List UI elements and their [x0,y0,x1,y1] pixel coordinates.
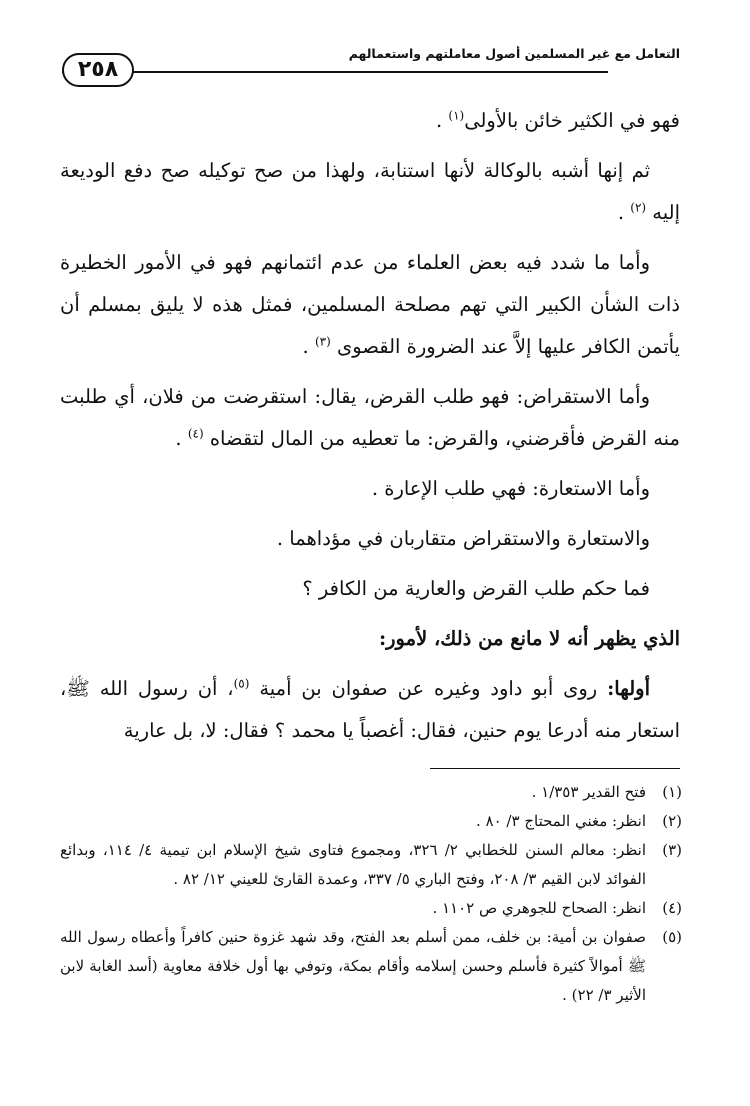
paragraph-end: . [435,109,443,132]
footnotes [60,778,682,1010]
paragraph: وأما الاستعارة: فهي طلب الإعارة . [371,477,650,500]
paragraph [60,150,680,234]
footnote-text: انظر: الصحاح للجوهري ص ١١٠٢ . [432,899,646,917]
footnote-number: (٢) [662,812,682,830]
footnote-ref[interactable]: (٥) [233,676,250,691]
header-title: التعامل مع غير المسلمين أصول معاملتهم واستعمالهم [348,46,680,61]
footnote-item [60,778,682,807]
paragraph-text: روى أبو داود وغيره عن صفوان بن أمية [259,677,598,700]
footnote-number: (٤) [662,899,682,917]
page-number: ٢٥٨ [62,53,134,87]
paragraph-end: . [302,335,309,358]
body-text [60,100,680,760]
footnote-item [60,836,682,894]
item-label: أولها: [607,677,651,700]
footnote-number: (١) [662,783,682,801]
footnote-number: (٣) [662,841,682,859]
footnote-separator [430,768,680,769]
footnote-item [60,894,682,923]
paragraph-text: وأما ما شدد فيه بعض العلماء من عدم ائتمانهم فهو في الأمور الخطيرة ذات الشأن الكبير التي تهم مصلحة المسلمين، فمثل هذه لا يليق بمسلم أن يأتمن الكافر عليها إلاَّ عند الضرورة القصوى [60,251,680,358]
footnote-ref[interactable]: (١) [448,108,465,123]
footnote-number: (٥) [662,928,682,946]
footnote-text: انظر: مغني المحتاج ٣/ ٨٠ . [475,812,646,830]
footnote-ref[interactable]: (٣) [314,334,331,349]
footnote-text: فتح القدير ١/٣٥٣ . [531,783,646,801]
paragraph [60,668,680,752]
footnote-text: انظر: معالم السنن للخطابي ٢/ ٣٢٦، ومجموع فتاوى شيخ الإسلام ابن تيمية ٤/ ١١٤، وبدائع الفوائد لابن القيم ٣/ ٢٠٨، وفتح الباري ٥/ ٣٣٧، وعمدة القارئ للعيني ١٢/ ٨٢ . [60,841,647,888]
footnote-text: صفوان بن أمية: بن خلف، ممن أسلم بعد الفتح، وقد شهد غزوة حنين كافراً وأعطاه رسول الله ﷺ أموالاً كثيرة فأسلم وحسن إسلامه وأقام بمكة، وتوفي بها أول خلافة معاوية (أسد الغابة لابن الأثير ٣/ ٢٢) . [60,928,646,1004]
paragraph-end: . [617,201,625,224]
footnote-item [60,923,682,1010]
footnote-item [60,807,682,836]
section-lead: الذي يظهر أنه لا مانع من ذلك، لأمور: [378,627,680,650]
paragraph: فما حكم طلب القرض والعارية من الكافر ؟ [302,577,650,600]
paragraph-text: وأما الاستقراض: فهو طلب القرض، يقال: استقرضت من فلان، أي طلبت منه القرض فأقرضني، والقرض: ما تعطيه من المال لتقضاه [60,385,680,450]
paragraph-text: ، أن رسول الله ﷺ، استعار منه أدرعا يوم حنين، فقال: أغصباً يا محمد ؟ فقال: لا، بل عارية [60,677,680,742]
running-header [62,40,680,90]
paragraph [60,100,680,142]
footnote-ref[interactable]: (٤) [187,426,204,441]
paragraph: والاستعارة والاستقراض متقاربان في مؤداهما . [276,527,650,550]
footnote-ref[interactable]: (٢) [630,200,647,215]
paragraph [60,242,680,368]
paragraph-end: . [175,427,182,450]
paragraph-text: فهو في الكثير خائن بالأولى [464,109,680,132]
paragraph [60,376,680,460]
paragraph-text: ثم إنها أشبه بالوكالة لأنها استنابة، ولهذا من صح توكيله صح دفع الوديعة إليه [60,159,680,224]
header-rule [62,71,608,73]
